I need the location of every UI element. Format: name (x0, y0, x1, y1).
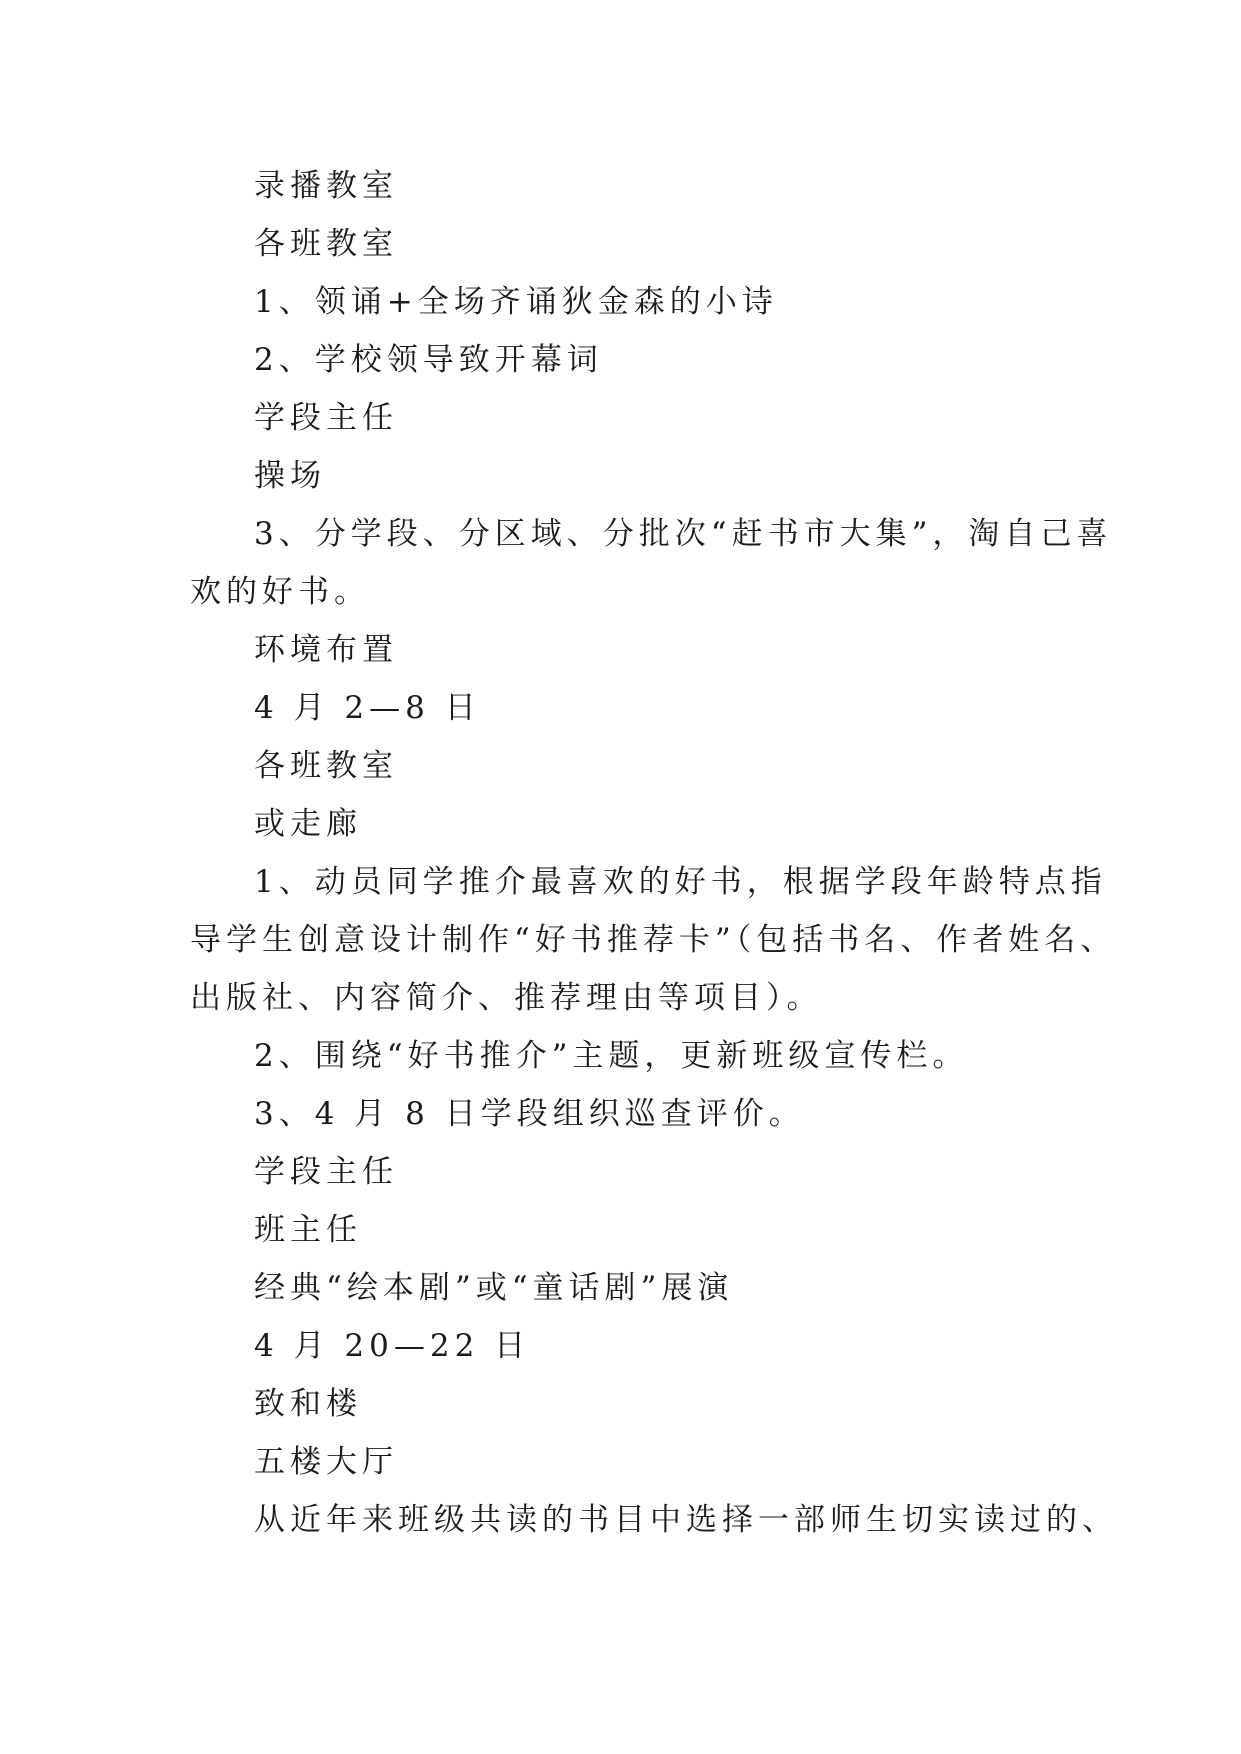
line-drama-show: 经典“绘本剧”或“童话剧”展演 (254, 1270, 734, 1306)
line-update-board: 2、围绕“好书推介”主题，更新班级宣传栏。 (254, 1038, 969, 1074)
line-recommend-books-cont-2: 出版社、内容简介、推荐理由等项目）。 (190, 980, 823, 1016)
line-section-director: 学段主任 (254, 400, 398, 436)
line-section-director-2: 学段主任 (254, 1154, 398, 1190)
line-environment-setup: 环境布置 (254, 632, 398, 668)
line-zhihe-building: 致和楼 (254, 1386, 362, 1422)
line-or-corridor: 或走廊 (254, 806, 362, 842)
line-fifth-floor-hall: 五楼大厅 (254, 1444, 398, 1480)
line-book-market-cont: 欢的好书。 (190, 574, 370, 610)
line-book-selection: 从近年来班级共读的书目中选择一部师生切实读过的、 (254, 1502, 1118, 1538)
line-class-classrooms-2: 各班教室 (254, 748, 398, 784)
line-recommend-books-cont-1: 导学生创意设计制作“好书推荐卡”（包括书名、作者姓名、 (190, 922, 1117, 958)
line-opening-speech: 2、学校领导致开幕词 (254, 342, 603, 378)
document-page (190, 157, 1118, 1549)
line-recording-classroom: 录播教室 (254, 168, 398, 204)
line-date-april-2-8: 4 月 2—8 日 (254, 690, 481, 726)
line-recitation: 1、领诵+全场齐诵狄金森的小诗 (254, 284, 778, 320)
line-book-market: 3、分学段、分区域、分批次“赶书市大集”，淘自己喜 (254, 516, 1113, 552)
line-inspection: 3、4 月 8 日学段组织巡查评价。 (254, 1096, 805, 1132)
line-recommend-books: 1、动员同学推介最喜欢的好书，根据学段年龄特点指 (254, 864, 1107, 900)
line-date-april-20-22: 4 月 20—22 日 (254, 1328, 531, 1364)
line-class-teacher: 班主任 (254, 1212, 362, 1248)
line-playground: 操场 (254, 458, 326, 494)
line-class-classrooms: 各班教室 (254, 226, 398, 262)
